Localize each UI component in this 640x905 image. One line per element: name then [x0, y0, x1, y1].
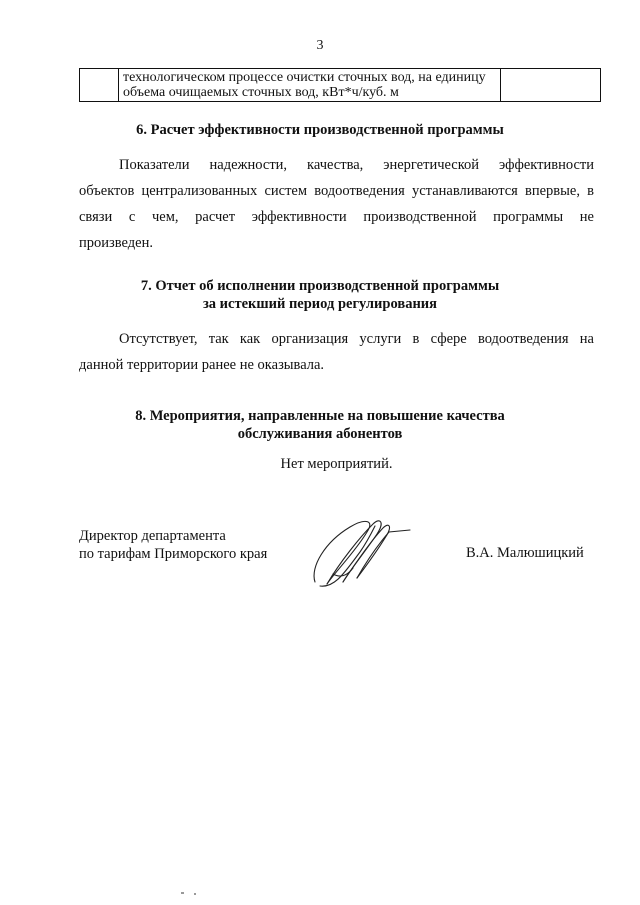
- paragraph-line: данной территории ранее не оказывала.: [79, 357, 325, 373]
- signatory-position-line: по тарифам Приморского края: [79, 546, 268, 562]
- section-7-title: [0, 277, 640, 313]
- section-8-text: Нет мероприятий.: [280, 456, 393, 472]
- table-cell-number: [80, 69, 119, 101]
- section-6-paragraph: [79, 152, 594, 256]
- paragraph-line: произведен.: [79, 235, 153, 251]
- signatory-position-line: Директор департамента: [79, 528, 226, 544]
- page-number: 3: [316, 38, 324, 53]
- section-6-title: 6. Расчет эффективности производственной программы: [136, 122, 504, 138]
- signatory-position: [79, 527, 267, 563]
- table-cell-value: [501, 69, 600, 101]
- indicator-table-row: [79, 68, 601, 102]
- section-8-title: [0, 407, 640, 443]
- section-8-title-line: 8. Мероприятия, направленные на повышение качества: [135, 408, 505, 424]
- handwritten-signature-icon: [305, 512, 415, 592]
- table-cell-line: объема очищаемых сточных вод, кВт*ч/куб. м: [123, 85, 399, 100]
- section-7-title-line: за истекший период регулирования: [202, 296, 438, 312]
- scan-speck: [194, 893, 196, 895]
- signatory-name: В.А. Малюшицкий: [466, 545, 584, 561]
- section-7-title-line: 7. Отчет об исполнении производственной программы: [140, 278, 500, 294]
- table-cell-indicator: [119, 69, 501, 101]
- section-8-title-line: обслуживания абонентов: [237, 426, 403, 442]
- scan-speck: [181, 892, 184, 894]
- section-7-paragraph: [79, 326, 594, 378]
- paragraph-line: Показатели надежности, качества, энергетической эффективности: [119, 157, 594, 173]
- table-cell-line: технологическом процессе очистки сточных вод, на единицу: [123, 70, 486, 85]
- paragraph-line: объектов централизованных систем водоотведения устанавливаются впервые, в: [79, 183, 594, 199]
- paragraph-line: Отсутствует, так как организация услуги в сфере водоотведения на: [119, 331, 594, 347]
- paragraph-line: связи с чем, расчет эффективности производственной программы не: [79, 209, 594, 225]
